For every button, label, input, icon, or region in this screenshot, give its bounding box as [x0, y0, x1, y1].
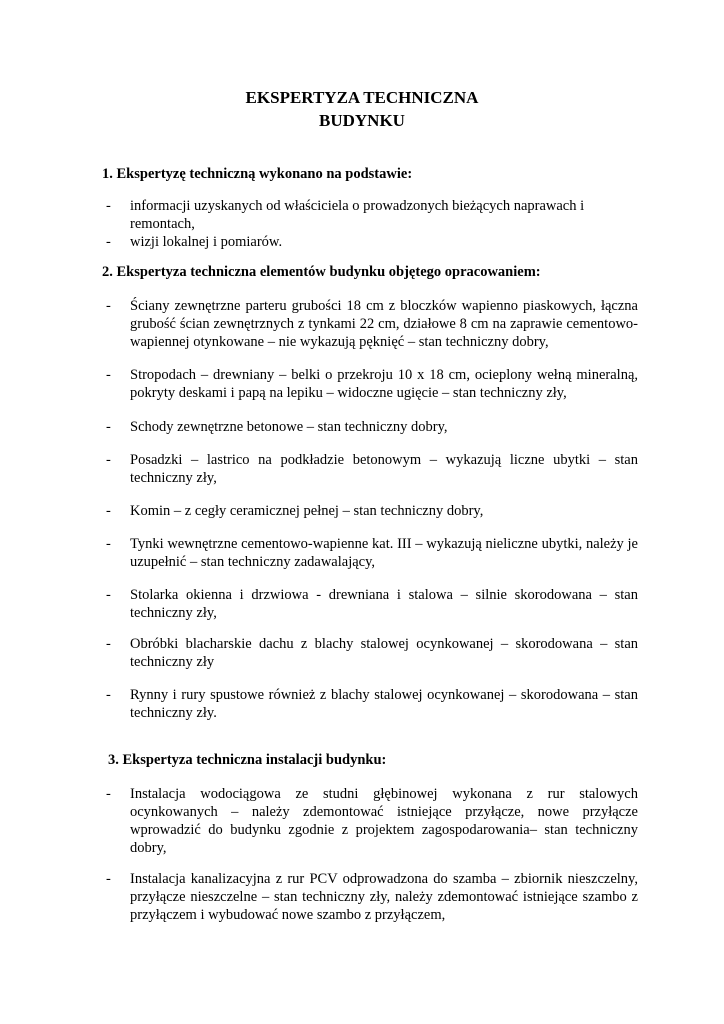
list-item — [106, 297, 638, 351]
list-item — [106, 451, 638, 487]
list-item — [106, 870, 638, 924]
list-item — [106, 785, 638, 857]
list-dash: - — [106, 786, 111, 802]
document-title-line-2: BUDYNKU — [319, 111, 405, 130]
list-item — [106, 635, 638, 671]
list-item-text: Stolarka okienna i drzwiowa - drewniana i stalowa – silnie skorodowana – stan techniczny zły, — [130, 587, 638, 621]
list-dash: - — [106, 419, 111, 435]
list-item — [106, 418, 638, 436]
document-title-line-1: EKSPERTYZA TECHNICZNA — [245, 88, 479, 107]
section-1-heading: 1. Ekspertyzę techniczną wykonano na podstawie: — [102, 166, 413, 182]
section-2-heading: 2. Ekspertyza techniczna elementów budynku objętego opracowaniem: — [102, 264, 541, 280]
list-item — [106, 502, 638, 520]
list-item — [106, 366, 638, 402]
list-dash: - — [106, 198, 111, 214]
list-item — [106, 686, 638, 722]
list-item-text: Obróbki blacharskie dachu z blachy stalowej ocynkowanej – skorodowana – stan techniczny zły — [130, 636, 638, 670]
list-dash: - — [106, 503, 111, 519]
list-item-text: Instalacja wodociągowa ze studni głębinowej wykonana z rur stalowych ocynkowanych – należy zdemontować istniejące przyłącze, nowe przyłącze wprowadzić do budynku zgodnie z projektem zagospodarowania– stan techniczny dobry, — [130, 786, 638, 856]
list-dash: - — [106, 871, 111, 887]
list-item-text: Tynki wewnętrzne cementowo-wapienne kat. III – wykazują nieliczne ubytki, należy je uzupełnić – stan techniczny zadawalający, — [130, 536, 638, 570]
list-item-text: Komin – z cegły ceramicznej pełnej – stan techniczny dobry, — [130, 503, 484, 519]
list-dash: - — [106, 636, 111, 652]
list-dash: - — [106, 234, 111, 250]
list-item — [106, 535, 638, 571]
list-item-text: Posadzki – lastrico na podkładzie betonowym – wykazują liczne ubytki – stan techniczny zły, — [130, 452, 638, 486]
list-item-text: Stropodach – drewniany – belki o przekroju 10 x 18 cm, ocieplony wełną mineralną, pokryty deskami i papą na lepiku – widoczne ugięcie – stan techniczny zły, — [130, 367, 638, 401]
list-item-text: Instalacja kanalizacyjna z rur PCV odprowadzona do szamba – zbiornik nieszczelny, przyłącze nieszczelne – stan techniczny zły, należy zdemontować istniejące szambo z przyłączem i wybudować nowe szambo z przyłączem, — [130, 871, 638, 923]
list-item — [106, 586, 638, 622]
list-item-text: Schody zewnętrzne betonowe – stan techniczny dobry, — [130, 419, 448, 435]
list-item-text: Rynny i rury spustowe również z blachy stalowej ocynkowanej – skorodowana – stan techniczny zły. — [130, 687, 638, 721]
list-item — [106, 233, 638, 251]
list-dash: - — [106, 687, 111, 703]
section-3-heading: 3. Ekspertyza techniczna instalacji budynku: — [108, 752, 387, 768]
list-dash: - — [106, 452, 111, 468]
list-item — [106, 197, 638, 233]
list-item-text: informacji uzyskanych od właściciela o prowadzonych bieżących naprawach i remontach, — [130, 198, 585, 232]
list-dash: - — [106, 536, 111, 552]
list-item-text: wizji lokalnej i pomiarów. — [130, 234, 283, 250]
list-dash: - — [106, 298, 111, 314]
list-item-text: Ściany zewnętrzne parteru grubości 18 cm z bloczków wapienno piaskowych, łączna grubość ścian zewnętrznych z tynkami 22 cm, działowe 8 cm na zaprawie cementowo-wapiennej otynkowane – nie wykazują pęknięć – stan techniczny dobry, — [130, 298, 638, 350]
list-dash: - — [106, 367, 111, 383]
list-dash: - — [106, 587, 111, 603]
